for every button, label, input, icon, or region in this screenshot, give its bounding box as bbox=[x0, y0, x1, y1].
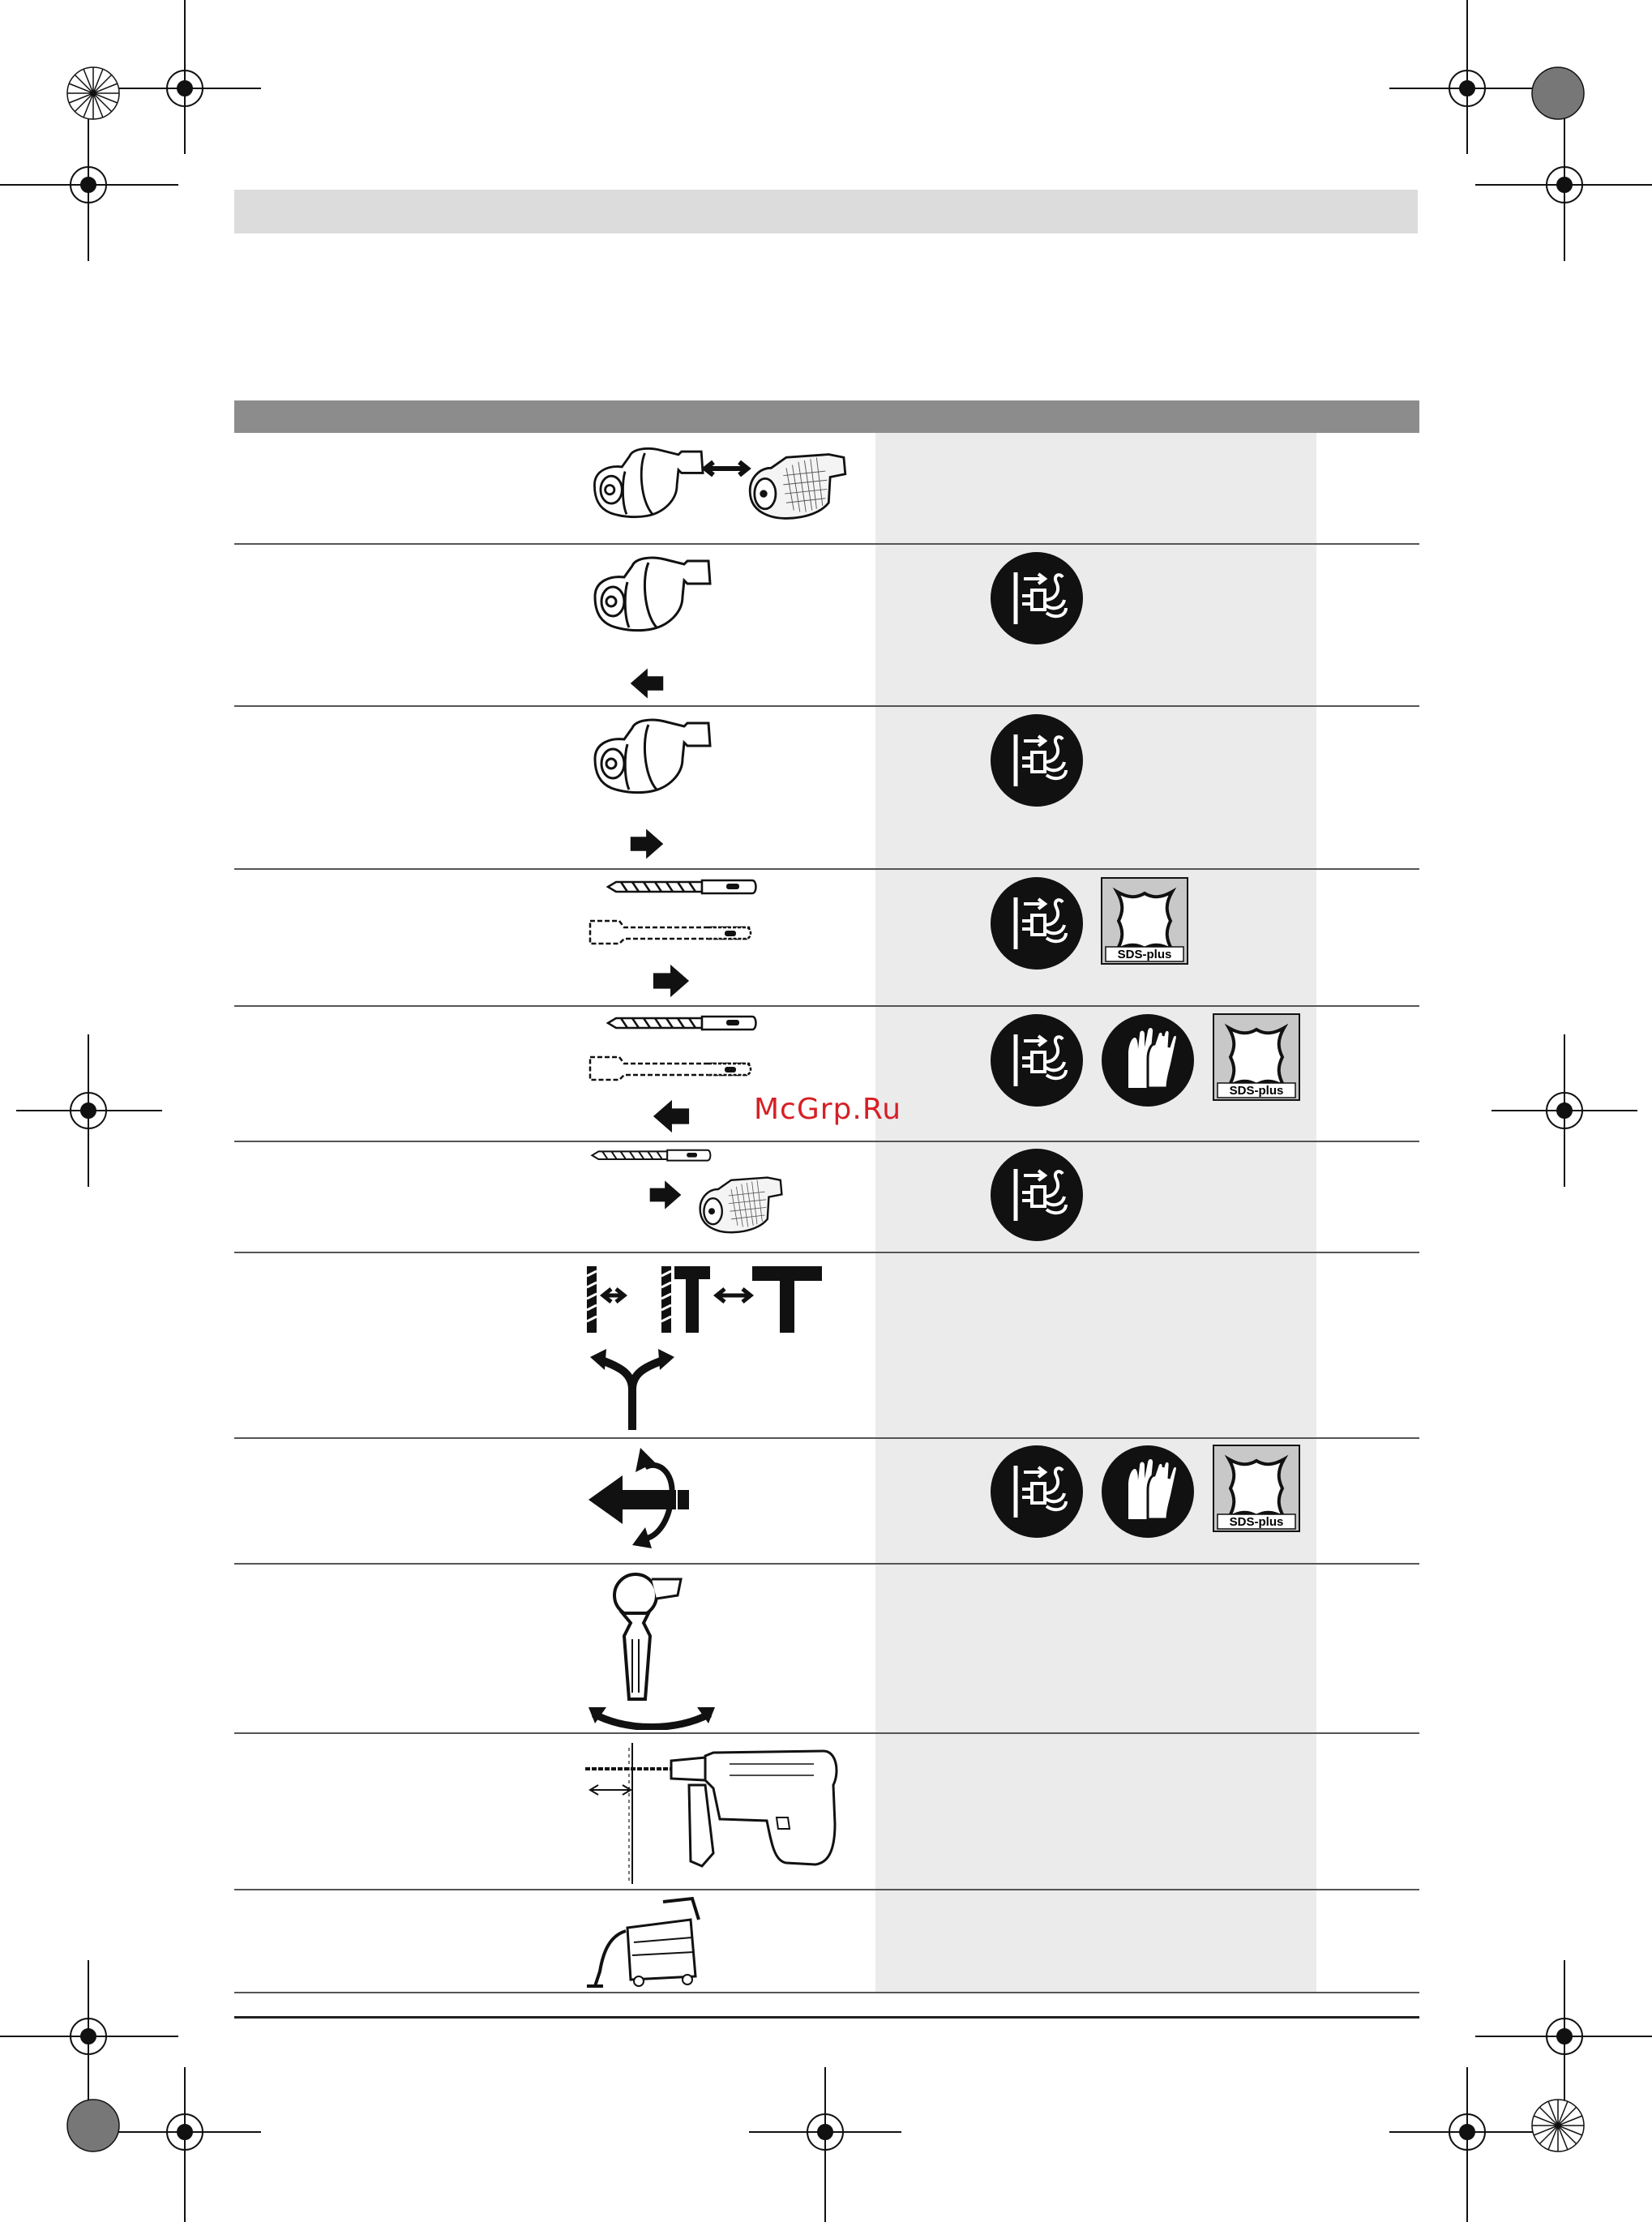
auxiliary-handle-icon bbox=[587, 1571, 733, 1730]
table-header-bar bbox=[234, 400, 1419, 433]
insert-chuck-icon bbox=[587, 710, 725, 864]
remove-chuck-icon bbox=[587, 548, 725, 702]
sds-plus-label: SDS-plus bbox=[1229, 1515, 1284, 1529]
dust-extraction-icon bbox=[585, 1895, 715, 1989]
unplug-icon bbox=[990, 1445, 1084, 1539]
sds-plus-label: SDS-plus bbox=[1117, 948, 1172, 961]
row-divider bbox=[234, 1992, 1419, 1993]
row-divider bbox=[234, 1732, 1419, 1734]
shaded-column bbox=[875, 433, 1316, 1993]
gloves-icon bbox=[1101, 1013, 1195, 1107]
insert-bit-icon bbox=[587, 876, 765, 1004]
header-band bbox=[234, 190, 1418, 233]
unplug-icon bbox=[990, 1013, 1084, 1107]
row-divider bbox=[234, 705, 1419, 707]
row-divider bbox=[234, 1005, 1419, 1007]
depth-stop-icon bbox=[584, 1740, 843, 1886]
sds-plus-icon bbox=[1213, 1445, 1300, 1532]
table-bottom-rule bbox=[234, 2016, 1419, 2019]
row-divider bbox=[234, 1563, 1419, 1565]
sds-plus-label: SDS-plus bbox=[1229, 1084, 1284, 1098]
gloves-icon bbox=[1101, 1445, 1195, 1539]
sds-plus-icon bbox=[1101, 877, 1188, 965]
keyless-chuck-bit-icon bbox=[587, 1146, 798, 1250]
remove-bit-icon bbox=[587, 1012, 765, 1138]
row-divider bbox=[234, 1889, 1419, 1890]
rotation-direction-icon bbox=[587, 1443, 700, 1556]
row-divider bbox=[234, 1141, 1419, 1142]
row-divider bbox=[234, 1437, 1419, 1439]
row-divider bbox=[234, 868, 1419, 870]
unplug-icon bbox=[990, 551, 1084, 645]
unplug-icon bbox=[990, 713, 1084, 807]
watermark: McGrp.Ru bbox=[754, 1093, 902, 1126]
unplug-icon bbox=[990, 1148, 1084, 1242]
exchange-chuck-icon bbox=[587, 433, 854, 542]
unplug-icon bbox=[990, 876, 1084, 970]
sds-plus-icon bbox=[1213, 1013, 1300, 1101]
row-divider bbox=[234, 543, 1419, 545]
mode-select-icon bbox=[587, 1260, 830, 1435]
row-divider bbox=[234, 1252, 1419, 1253]
